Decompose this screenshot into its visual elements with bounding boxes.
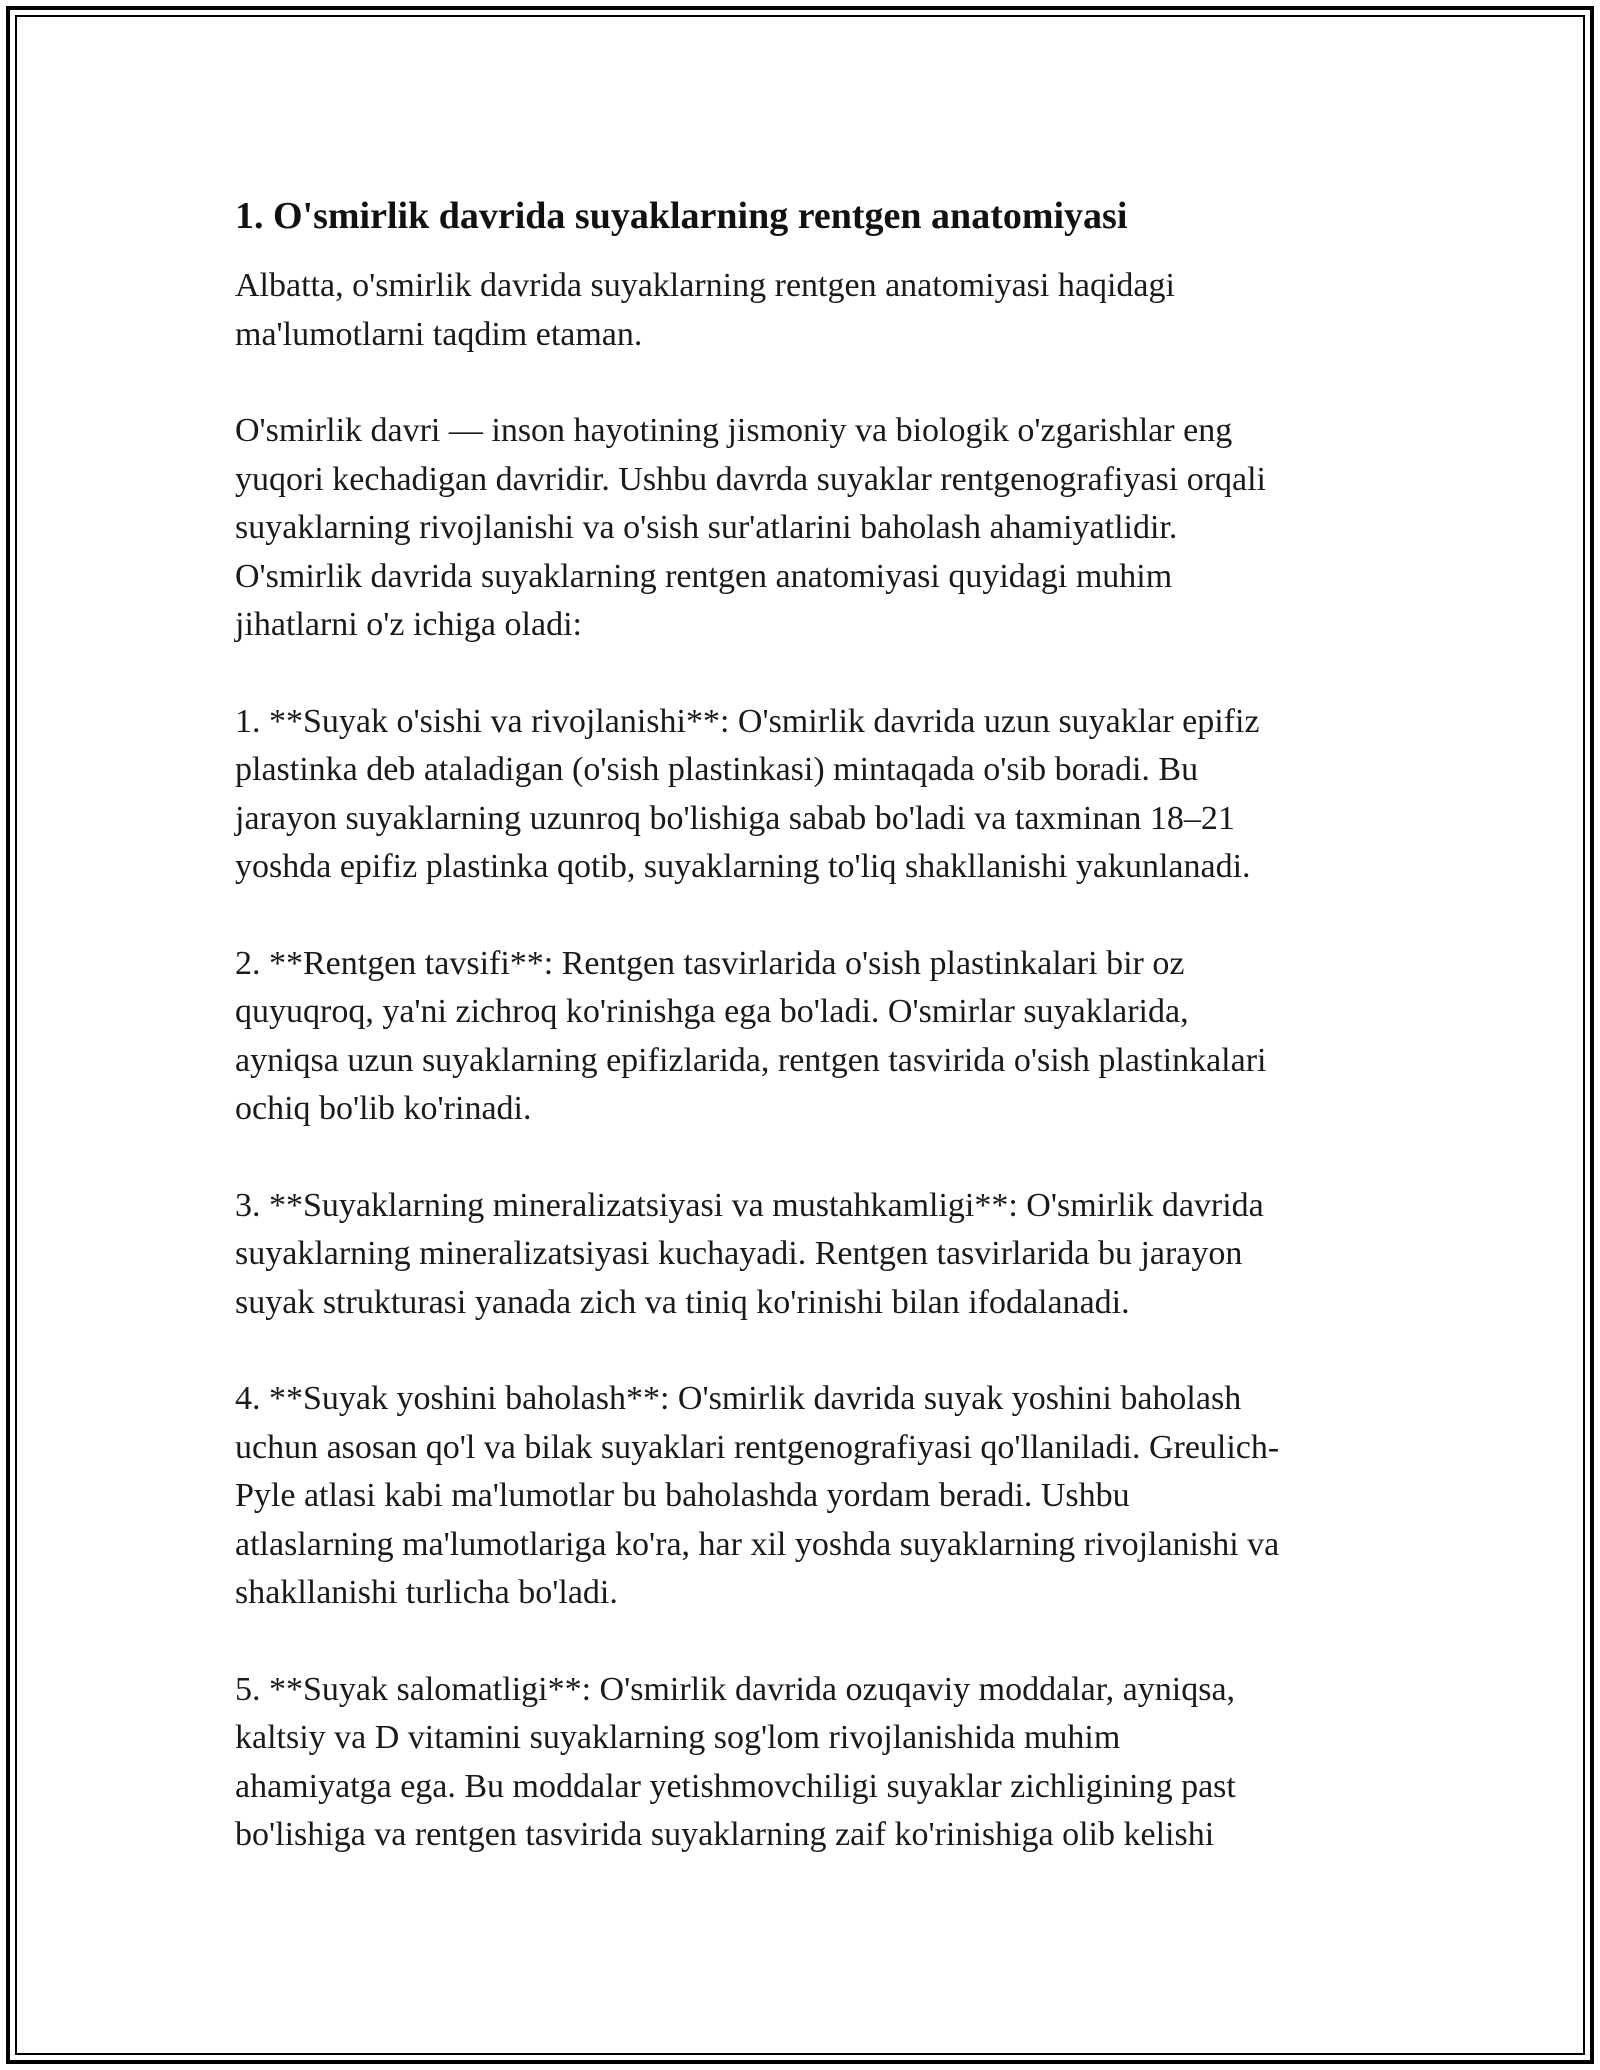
list-item-bone-age: 4. **Suyak yoshini baholash**: O'smirlik davrida suyak yoshini baholash uchun asosan qo'l va bilak suyaklari rentgenografiyasi qo'llaniladi. Greulich- Pyle atlasi kabi ma'lumotlar bu baholashda yordam beradi. Ushbu atlaslarning ma'lumotlariga ko'ra, har xil yoshda suyaklarning rivojlanishi va shakllanishi turlicha bo'ladi.	[235, 1380, 1280, 1611]
paragraph-intro: Albatta, o'smirlik davrida suyaklarning rentgen anatomiyasi haqidagi ma'lumotlarni taqdim etaman.	[235, 267, 1175, 353]
paragraph-overview: O'smirlik davri — inson hayotining jismoniy va biologik o'zgarishlar eng yuqori kechadigan davridir. Ushbu davrda suyaklar rentgenografiyasi orqali suyaklarning rivojlanishi va o'sish sur'atlarini baholash ahamiyatlidir. O'smirlik davrida suyaklarning rentgen anatomiyasi quyidagi muhim jihatlarni o'z ichiga oladi:	[235, 412, 1267, 643]
list-item-mineralization: 3. **Suyaklarning mineralizatsiyasi va mustahkamligi**: O'smirlik davrida suyaklarning mineralizatsiyasi kuchayadi. Rentgen tasvirlarida bu jarayon suyak strukturasi yanada zich va tiniq ko'rinishi bilan ifodalanadi.	[235, 1186, 1264, 1321]
list-item-xray-description: 2. **Rentgen tavsifi**: Rentgen tasvirlarida o'sish plastinkalari bir oz quyuqroq, ya'ni zichroq ko'rinishga ega bo'ladi. O'smirlar suyaklarida, ayniqsa uzun suyaklarning epifizlarida, rentgen tasvirida o'sish plastinkalari ochiq bo'lib ko'rinadi.	[235, 944, 1267, 1127]
list-item-bone-health: 5. **Suyak salomatligi**: O'smirlik davrida ozuqaviy moddalar, ayniqsa, kaltsiy va D vitamini suyaklarning sog'lom rivojlanishida muhim ahamiyatga ega. Bu moddalar yetishmovchiligi suyaklar zichligining past bo'lishiga va rentgen tasvirida suyaklarning zaif ko'rinishiga olib kelishi	[235, 1670, 1236, 1853]
document-title: 1. O'smirlik davrida suyaklarning rentgen anatomiyasi	[235, 195, 1128, 237]
document-body	[235, 188, 1375, 1908]
list-item-bone-growth: 1. **Suyak o'sishi va rivojlanishi**: O'smirlik davrida uzun suyaklar epifiz plastinka deb ataladigan (o'sish plastinkasi) mintaqada o'sib boradi. Bu jarayon suyaklarning uzunroq bo'lishiga sabab bo'ladi va taxminan 18–21 yoshda epifiz plastinka qotib, suyaklarning to'liq shakllanishi yakunlanadi.	[235, 702, 1260, 885]
